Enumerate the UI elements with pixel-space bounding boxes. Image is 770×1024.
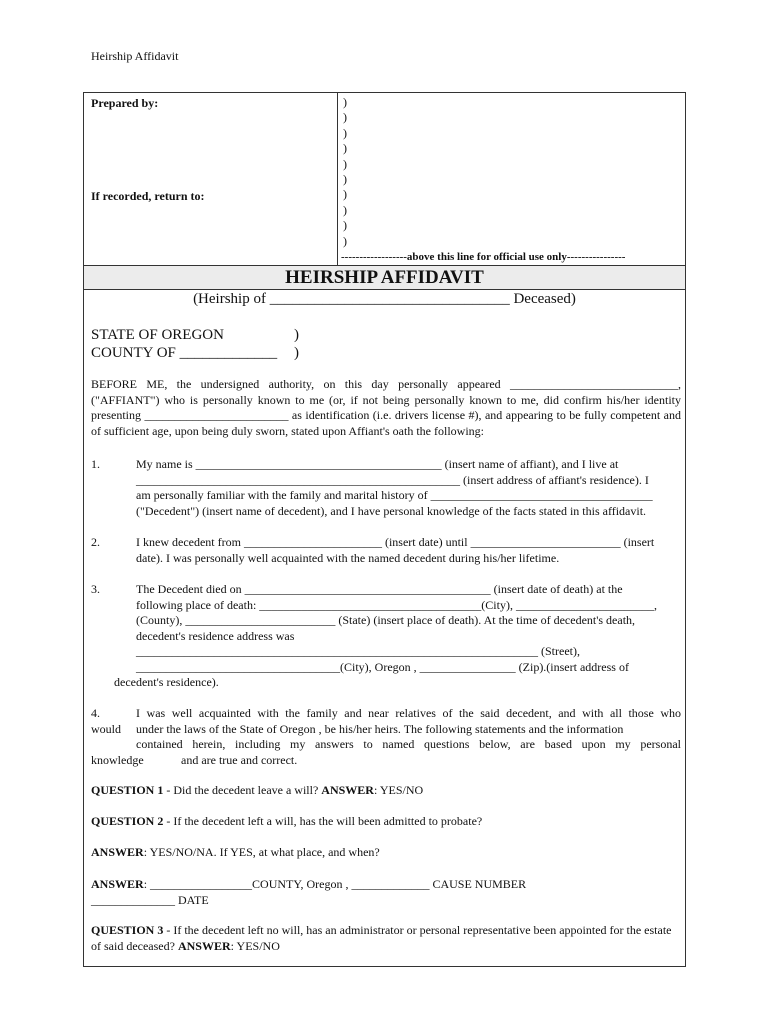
question-text: - If the decedent left a will, has the will been admitted to probate? [163, 814, 483, 828]
question-1 [91, 783, 681, 799]
recording-divider [337, 93, 338, 265]
paren-mark: ) [343, 125, 347, 140]
document-title: HEIRSHIP AFFIDAVIT [84, 265, 685, 290]
paren-column [343, 95, 347, 249]
item-line: date). I was personally well acquainted with the named decedent during his/her lifetime. [136, 550, 560, 565]
item-4-line-3 [91, 737, 681, 753]
item-line: The Decedent died on _________________________________________ (insert date of death) at the [136, 582, 623, 596]
question-label: QUESTION 3 [91, 923, 164, 937]
question-text: - Did the decedent leave a will? [163, 783, 322, 797]
item-line: knowledge [91, 752, 144, 767]
item-line: My name is _________________________________________ (insert name of affiant), and I live at [136, 457, 619, 471]
answer-label: ANSWER [177, 938, 231, 953]
answer-label: ANSWER [321, 783, 374, 797]
answer-label: ANSWER [91, 845, 144, 859]
item-1-text [136, 457, 681, 519]
state-paren: ) [294, 327, 299, 343]
item-line: decedent's residence address was [136, 628, 295, 643]
heirship-subtitle: (Heirship of ________________________________ Deceased) [193, 291, 576, 307]
item-2-text [136, 535, 681, 566]
item-line: would [91, 721, 121, 736]
answer-label: ANSWER [91, 877, 144, 891]
item-4-text [91, 706, 681, 768]
item-number: 2. [91, 535, 100, 549]
question-text: - If the decedent left no will, has an administrator or personal representative been appointed for the estate of said deceased? [91, 923, 672, 953]
county-line: COUNTY OF _____________ [91, 345, 278, 361]
item-line: I was well acquainted with the family and near relatives of the said decedent, and with all those who [136, 706, 681, 720]
item-number: 4. [91, 706, 100, 720]
affidavit-form [83, 92, 686, 967]
paren-mark: ) [343, 233, 347, 248]
item-4-line-2 [91, 722, 681, 738]
item-number: 1. [91, 457, 100, 471]
answer-options: : YES/NO [373, 783, 424, 797]
paren-mark: ) [343, 171, 347, 186]
item-line: __________________________________(City), Oregon , ________________ (Zip).(insert address of [136, 659, 629, 674]
item-3-text [136, 582, 681, 675]
prepared-by-label: Prepared by: [91, 96, 159, 110]
paren-mark: ) [343, 202, 347, 217]
item-3-continuation: decedent's residence). [114, 675, 219, 689]
question-3 [91, 923, 681, 954]
paren-mark: ) [343, 218, 347, 233]
item-line: ______________________________________________________ (insert address of affiant's residence). I [136, 472, 649, 487]
item-line: ("Decedent") (insert name of decedent), and I have personal knowledge of the facts stated in this affidavit. [136, 503, 647, 518]
item-number: 3. [91, 582, 100, 596]
intro-paragraph: BEFORE ME, the undersigned authority, on this day personally appeared ____________________________, ("AFFIANT") who is personally known to me (or, if not being personally known to me, did confirm his/her identity presenting ________________________ as identification (i.e. drivers license #), and appearing to be fully competent and of sufficient age, upon being duly sworn, stated upon Affiant's oath the following: [91, 377, 681, 438]
recording-info-area [84, 93, 685, 265]
answer-options: : YES/NO [230, 938, 280, 953]
paren-mark: ) [343, 95, 347, 109]
answer-text: : YES/NO/NA. If YES, at what place, and when? [143, 845, 380, 859]
state-line: STATE OF OREGON [91, 327, 224, 343]
answer-text: : _________________COUNTY, Oregon , _____________ CAUSE NUMBER [143, 877, 527, 891]
item-line: I knew decedent from _______________________ (insert date) until _________________________ (insert [136, 535, 655, 549]
item-line: (County), _________________________ (State) (insert place of death). At the time of decedent's death, [136, 613, 636, 627]
answer-line [91, 877, 681, 893]
question-2 [91, 814, 681, 830]
item-line: ___________________________________________________________________ (Street), [136, 644, 580, 658]
answer-line: ______________ DATE [91, 892, 209, 907]
return-to-label: If recorded, return to: [91, 189, 205, 203]
item-4-line-1 [91, 706, 681, 722]
paren-mark: ) [343, 141, 347, 156]
item-line: contained herein, including my answers to named questions below, are based upon my personal [136, 737, 681, 751]
item-4-line-4 [91, 753, 681, 769]
answer-2 [91, 845, 681, 861]
item-line: under the laws of the State of Oregon , be his/her heirs. The following statements and the information [136, 721, 624, 736]
county-paren: ) [294, 345, 299, 361]
official-use-line: ------------------above this line for official use only---------------- [341, 251, 626, 263]
item-line: and are true and correct. [181, 752, 298, 767]
answer-3 [91, 877, 681, 908]
question-label: QUESTION 1 [91, 783, 164, 797]
item-line: following place of death: _____________________________________(City), _______________________, [136, 597, 657, 612]
spacer [91, 737, 136, 753]
question-label: QUESTION 2 [91, 814, 164, 828]
paren-mark: ) [343, 187, 347, 202]
paren-mark: ) [343, 110, 347, 125]
item-line: am personally familiar with the family and marital history of _____________________________________ [136, 488, 653, 502]
paren-mark: ) [343, 156, 347, 171]
page-header-title: Heirship Affidavit [91, 49, 179, 63]
